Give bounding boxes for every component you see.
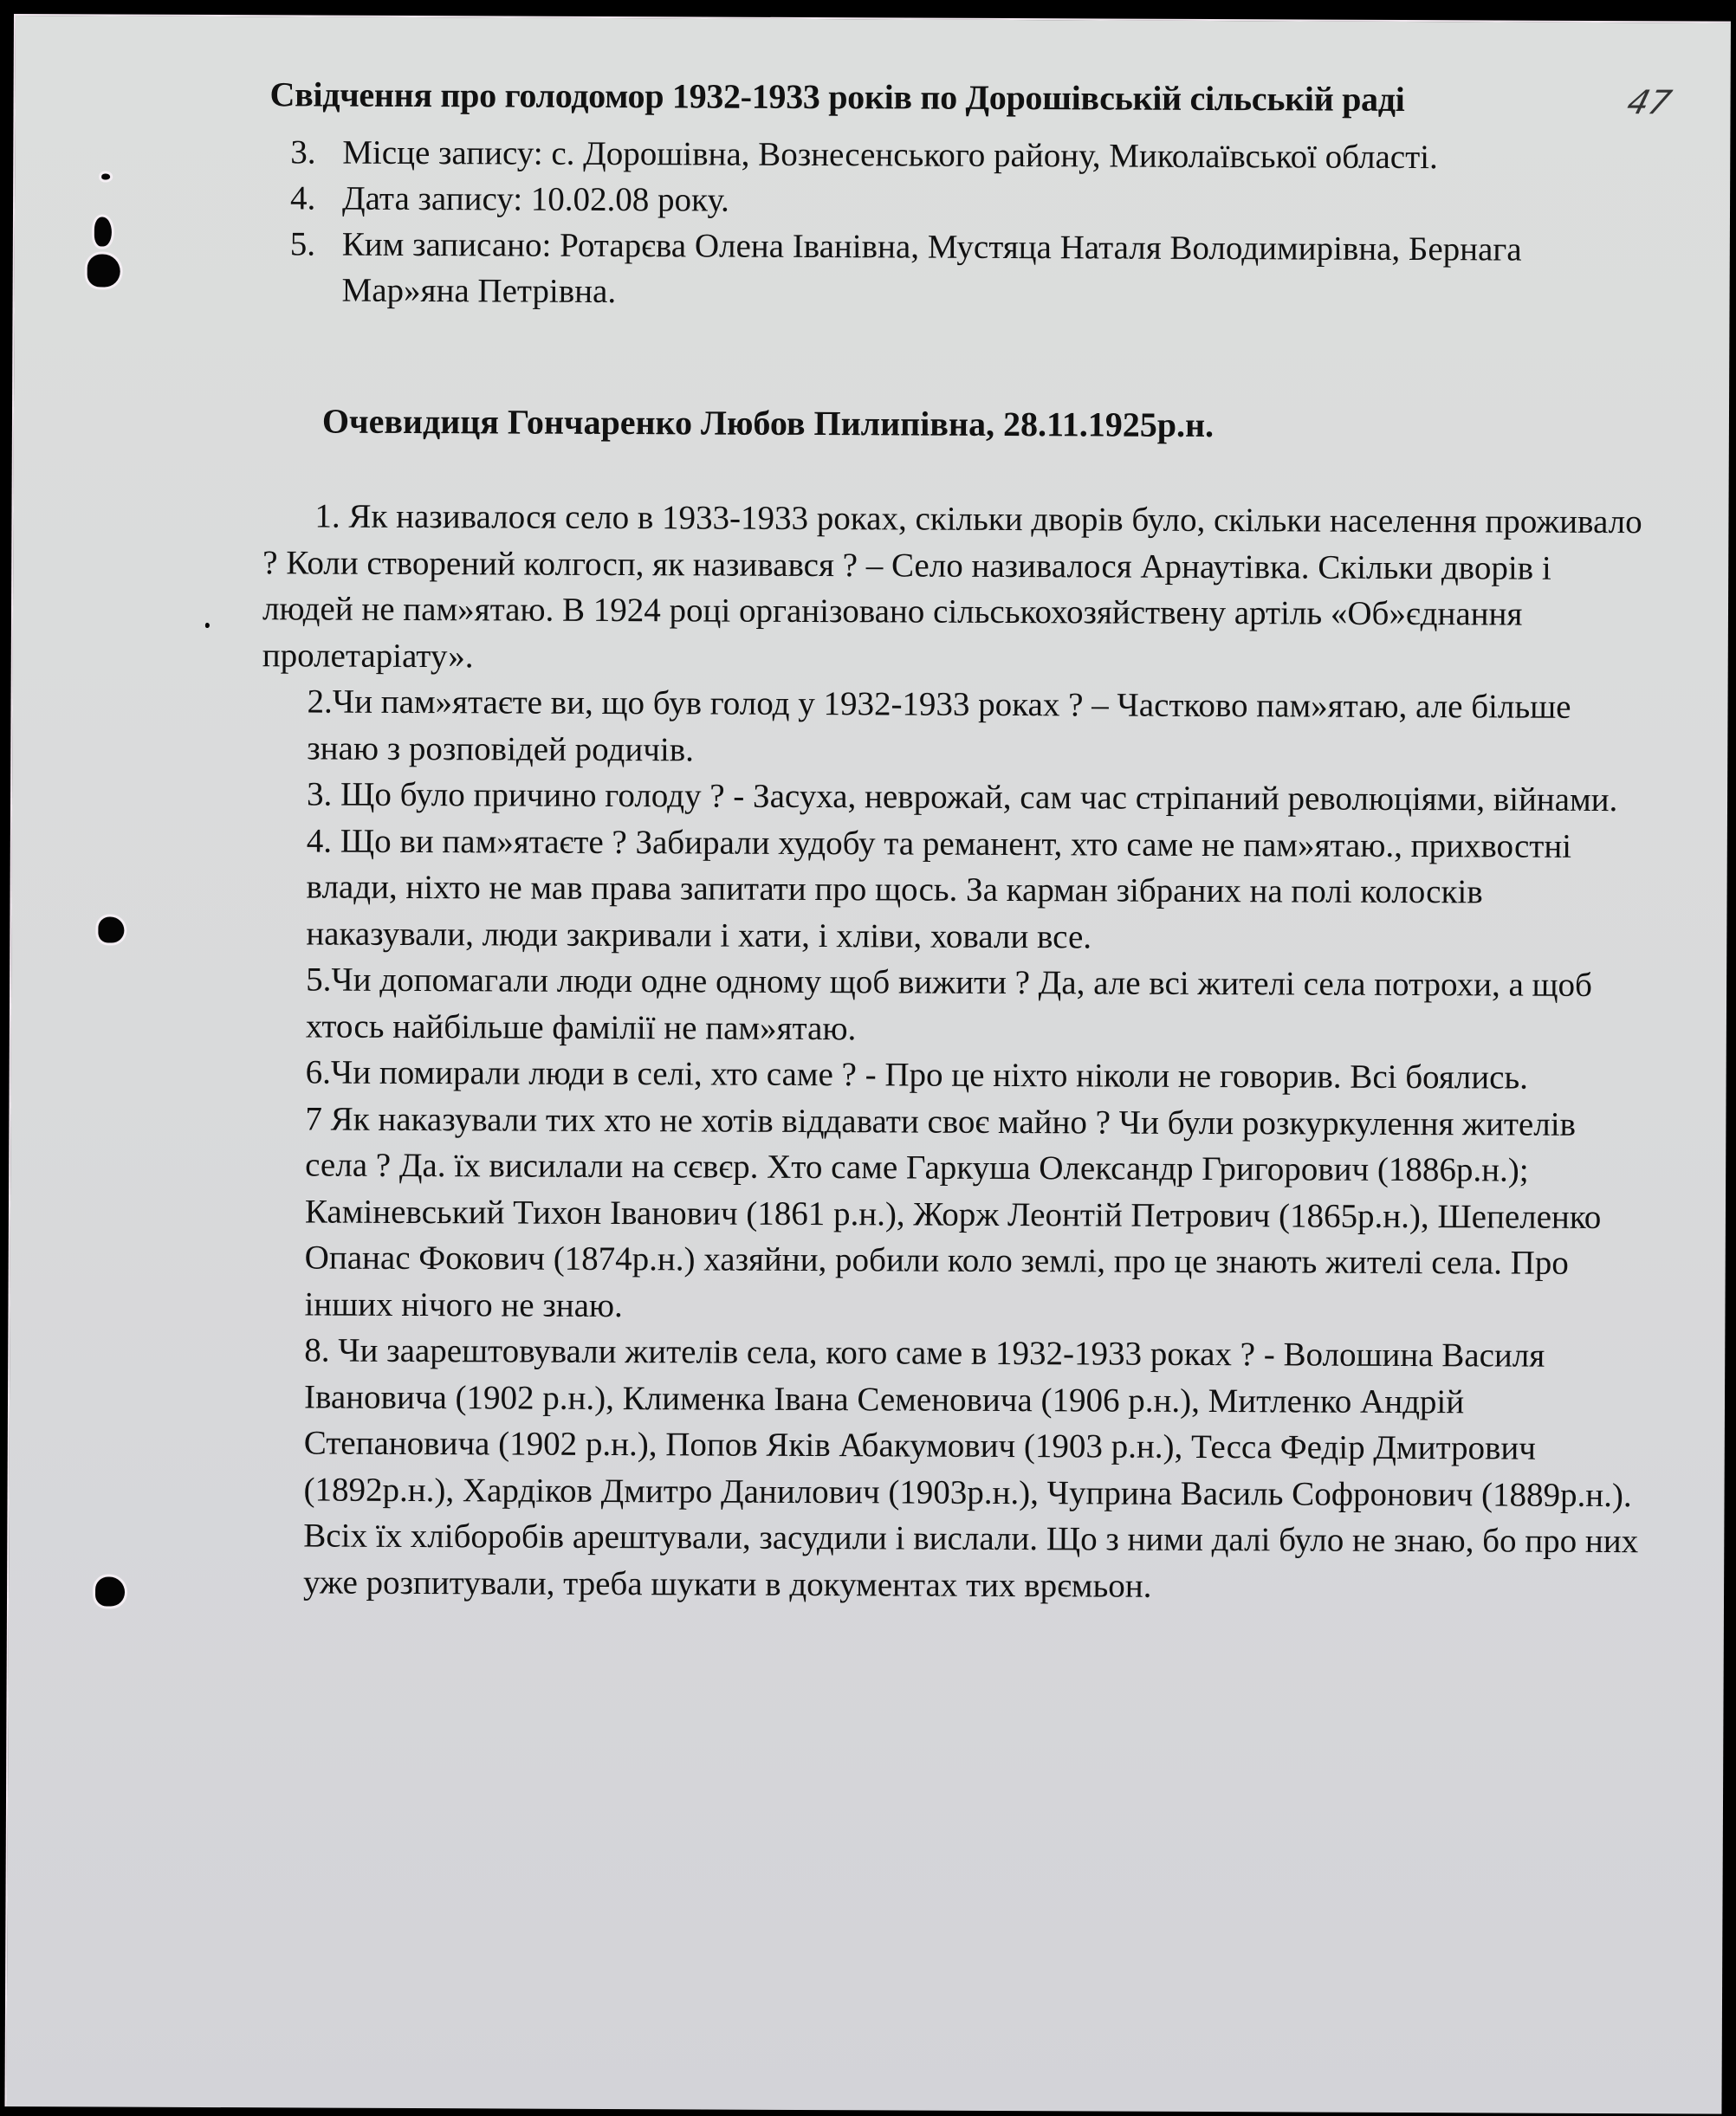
paper-speck: [205, 623, 210, 628]
metadata-item-recorders: [289, 221, 1641, 319]
question-answer-1: 1. Як називалося село в 1933-1933 роках, скільки дворів було, скільки населення проживало ? Коли створений колгосп, як називався ? – Село називалося Арнаутівка. Скільки дворів і людей не пам»ятаю. В 1924 році організовано сільськохозяйствену артіль «Об»єднання пролетаріату».: [262, 497, 1642, 675]
witness-heading: Очевидиця Гончаренко Любов Пилипівна, 28.11.1925р.н.: [321, 401, 1215, 445]
handwritten-page-number: 47: [1623, 83, 1675, 122]
item-text: Ким записано: Ротарєва Олена Іванівна, Мустяца Наталя Володимирівна, Бернага Мар»яна Петрівна.: [341, 225, 1522, 311]
question-answer-6: 6.Чи помирали люди в селі, хто саме ? - Про це ніхто ніколи не говорив. Всі боялись.: [305, 1053, 1529, 1097]
scanned-page: [4, 14, 1731, 2114]
question-answer-7: 7 Як наказували тих хто не хотів віддавати своє майно ? Чи були розкуркулення жителів села ? Да. їх висилали на сєвєр. Хто саме Гаркуша Олександр Григорович (1886р.н.); Каміневський Тихон Іванович (1861 р.н.), Жорж Леонтій Петрович (1865р.н.), Шепеленко Опанас Фокович (1874р.н.) хазяйни, робили коло землі, про це знають жителі села. Про інших нічого не знаю.: [304, 1099, 1602, 1324]
metadata-item-date: [290, 175, 1642, 227]
item-number: 4.: [289, 179, 316, 217]
punch-hole: [98, 916, 124, 942]
punch-hole: [87, 254, 120, 287]
punch-hole: [94, 217, 112, 246]
punch-hole-small: [101, 173, 110, 179]
question-answer-8: 8. Чи заарештовували жителів села, кого саме в 1932-1933 роках ? - Волошина Василя Івановича (1902 р.н.), Клименка Івана Семеновича (1906 р.н.), Митленко Андрій Степановича (1902 р.н.), Попов Яків Абакумович (1903 р.н.), Тесса Федір Дмитрович (1892р.н.), Хардіков Дмитро Данилович (1903р.н.), Чуприна Василь Софронович (1889р.н.). Всіх їх хліборобів арештували, засудили і вислали. Що з ними далі було не знаю, бо про них уже розпитували, треба шукати в документах тих врємьон.: [303, 1331, 1639, 1605]
question-answer-5: 5.Чи допомагали люди одне одному щоб вижити ? Да, але всі жителі села потрохи, а щоб хтось найбільше фамілії не пам»ятаю.: [305, 961, 1593, 1047]
item-number: 3.: [290, 133, 316, 171]
metadata-item-place: [290, 129, 1642, 181]
record-metadata-list: [289, 129, 1642, 319]
punch-hole: [95, 1576, 125, 1606]
question-answer-2: 2.Чи пам»ятаєте ви, що був голод у 1932-1933 роках ? – Частково пам»ятаю, але більше знаю з розповідей родичів.: [307, 683, 1571, 768]
item-text: Дата запису: 10.02.08 року.: [341, 179, 729, 219]
question-answer-4: 4. Що ви пам»ятаєте ? Забирали худобу та реманент, хто саме не пам»ятаю., прихвостні влади, ніхто не мав права запитати про щось. За карман зібраних на полі колосків наказували, люди закривали і хати, і хліви, ховали все.: [306, 821, 1572, 955]
question-answer-3: 3. Що було причино голоду ? - Засуха, неврожай, сам час стріпаний революціями, війнами.: [306, 775, 1618, 819]
item-number: 5.: [289, 225, 316, 263]
document-title: Свідчення про голодомор 1932-1933 років по Дорошівській сільській раді: [269, 74, 1405, 120]
testimony-body: [258, 493, 1649, 1611]
item-text: Місце запису: с. Дорошівна, Вознесенського району, Миколаївської області.: [342, 133, 1438, 177]
